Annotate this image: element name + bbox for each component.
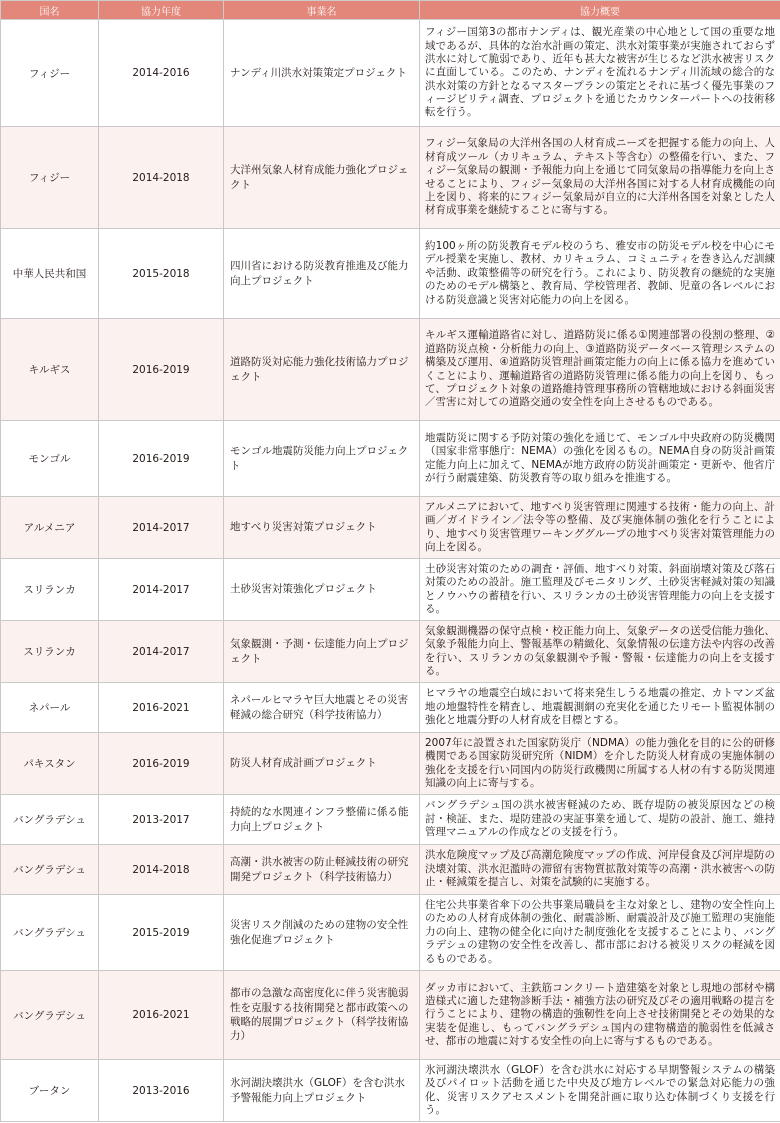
country-cell: キルギス [1, 319, 99, 421]
years-cell: 2016-2019 [99, 421, 224, 497]
header-country: 国名 [1, 1, 99, 20]
years-cell: 2014-2017 [99, 559, 224, 621]
summary-cell: ヒマラヤの地震空白域において将来発生しうる地震の推定、カトマンズ盆地の地盤特性を精査し、地震観測網の充実化を通じたリモート監視体制の強化と地震分野の人材育成を目標とする。 [420, 683, 780, 733]
country-cell: バングラデシュ [1, 845, 99, 895]
country-cell: ネパール [1, 683, 99, 733]
table-body [1, 20, 780, 1122]
project-cell: ナンディ川洪水対策策定プロジェクト [224, 20, 420, 127]
table-row [1, 845, 780, 895]
summary-cell: 地震防災に関する予防対策の強化を通じて、モンゴル中央政府の防災機関（国家非常事態庁：NEMA）の強化を図るもの。NEMA自身の防災計画策定能力向上に加えて、NEMAが地方政府の防災計画策定・更新や、他省庁が行う耐震建築、防災教育等の取り組みを推進する。 [420, 421, 780, 497]
table-row [1, 795, 780, 845]
country-cell: ブータン [1, 1060, 99, 1122]
project-cell: 道路防災対応能力強化技術協力プロジェクト [224, 319, 420, 421]
table-row [1, 20, 780, 127]
summary-cell: バングラデシュ国の洪水被害軽減のため、既存堤防の被災原因などの検討・検証、また、堤防建設の実証事業を通して、堤防の設計、施工、維持管理マニュアルの作成などの支援を行う。 [420, 795, 780, 845]
country-cell: スリランカ [1, 621, 99, 683]
summary-cell: 氷河湖決壊洪水（GLOF）を含む洪水に対応する早期警報システムの構築及びパイロット活動を通じた中央及び地方レベルでの緊急対応能力の強化、災害リスクアセスメントを開発計画に取り込む体制づくり支援を行う。 [420, 1060, 780, 1122]
years-cell: 2016-2021 [99, 971, 224, 1060]
table-row [1, 895, 780, 971]
table-row [1, 229, 780, 319]
summary-cell: フィジー気象局の大洋州各国の人材育成ニーズを把握する能力の向上、人材育成ツール（カリキュラム、テキスト等含む）の整備を行い、また、フィジー気象局の観測・予報能力向上を通じて同気象局の指導能力を向上させることにより、フィジー気象局の大洋州各国に対する人材育成機能の向上を図り、将来的にフィジー気象局が自立的に大洋州各国を対象とした人材育成事業を継続することに寄与する。 [420, 127, 780, 229]
country-cell: バングラデシュ [1, 795, 99, 845]
years-cell: 2014-2017 [99, 621, 224, 683]
country-cell: バングラデシュ [1, 895, 99, 971]
summary-cell: 住宅公共事業省傘下の公共事業局職員を主な対象とし、建物の安全性向上のための人材育成体制の強化、耐震診断、耐震設計及び施工監理の実施能力の向上、建物の健全化に向けた制度強化を支援することにより、バングラデシュの建物の安全性を改善し、都市部における被災リスクの軽減を図るものである。 [420, 895, 780, 971]
table-row [1, 621, 780, 683]
years-cell: 2015-2019 [99, 895, 224, 971]
table-row [1, 497, 780, 559]
project-cell: 持続的な水関連インフラ整備に係る能力向上プロジェクト [224, 795, 420, 845]
years-cell: 2014-2018 [99, 845, 224, 895]
summary-cell: 洪水危険度マップ及び高潮危険度マップの作成、河岸侵食及び河岸堤防の決壊対策、洪水氾濫時の滞留有害物質拡散対策等の高潮・洪水被害への防止・軽減策を提言し、対策を試験的に実施する。 [420, 845, 780, 895]
project-cell: 大洋州気象人材育成能力強化プロジェクト [224, 127, 420, 229]
country-cell: バングラデシュ [1, 971, 99, 1060]
country-cell: 中華人民共和国 [1, 229, 99, 319]
project-cell: 気象観測・予測・伝達能力向上プロジェクト [224, 621, 420, 683]
header-summary: 協力概要 [420, 1, 780, 20]
table-row [1, 733, 780, 795]
years-cell: 2015-2018 [99, 229, 224, 319]
header-years: 協力年度 [99, 1, 224, 20]
table-row [1, 1060, 780, 1122]
table-row [1, 971, 780, 1060]
country-cell: アルメニア [1, 497, 99, 559]
header-row [1, 1, 780, 20]
years-cell: 2014-2018 [99, 127, 224, 229]
summary-cell: アルメニアにおいて、地すべり災害管理に関連する技術・能力の向上、計画／ガイドライン／法令等の整備、及び実施体制の強化を行うことにより、地すべり災害管理ワーキンググループの地すべり災害対策管理能力の向上を図る。 [420, 497, 780, 559]
summary-cell: 約100ヶ所の防災教育モデル校のうち、雅安市の防災モデル校を中心にモデル授業を実施し、教材、カリキュラム、コミュニティを巻き込んだ訓練や活動、政策整備等の研究を行う。これにより、防災教育の継続的な実施のためのモデル構築と、教育局、学校管理者、教師、児童の各レベルにおける防災意識と災害対応能力の向上を図る。 [420, 229, 780, 319]
table-row [1, 559, 780, 621]
project-cell: 都市の急激な高密度化に伴う災害脆弱性を克服する技術開発と都市政策への戦略的展開プロジェクト（科学技術協力） [224, 971, 420, 1060]
country-cell: フィジー [1, 20, 99, 127]
country-cell: モンゴル [1, 421, 99, 497]
project-cell: モンゴル地震防災能力向上プロジェクト [224, 421, 420, 497]
project-cell: 地すべり災害対策プロジェクト [224, 497, 420, 559]
project-cell: 氷河湖決壊洪水（GLOF）を含む洪水予警報能力向上プロジェクト [224, 1060, 420, 1122]
summary-cell: キルギス運輸道路省に対し、道路防災に係る①関連部署の役割の整理、②道路防災点検・分析能力の向上、③道路防災データベース管理システムの構築及び運用、④道路防災管理計画策定能力の向上に係る協力を進めていくことにより、運輸道路省の道路防災管理に係る能力の向上を図り、もって、プロジェクト対象の道路維持管理事務所の管轄地域における斜面災害／雪害に対しての道路交通の安全性を向上させるものである。 [420, 319, 780, 421]
table-row [1, 421, 780, 497]
years-cell: 2013-2016 [99, 1060, 224, 1122]
summary-cell: 2007年に設置された国家防災庁（NDMA）の能力強化を目的に公的研修機関である国家防災研究所（NIDM）を介した防災人材育成の実施体制の強化を支援を行い同国内の防災行政機関に所属する人材の有する防災関連知識の向上に寄与する。 [420, 733, 780, 795]
project-cell: 防災人材育成計画プロジェクト [224, 733, 420, 795]
years-cell: 2016-2021 [99, 683, 224, 733]
summary-cell: 気象観測機器の保守点検・校正能力向上、気象データの送受信能力強化、気象予報能力向上、警報基準の精緻化、気象情報の伝達方法や内容の改善を行い、スリランカの気象観測や予報・警報・伝達能力の向上を支援する。 [420, 621, 780, 683]
table-row [1, 127, 780, 229]
table-header [1, 1, 780, 20]
years-cell: 2014-2016 [99, 20, 224, 127]
years-cell: 2014-2017 [99, 497, 224, 559]
header-project: 事業名 [224, 1, 420, 20]
years-cell: 2016-2019 [99, 319, 224, 421]
project-cell: ネパールヒマラヤ巨大地震とその災害軽減の総合研究（科学技術協力） [224, 683, 420, 733]
table-row [1, 683, 780, 733]
project-cell: 土砂災害対策強化プロジェクト [224, 559, 420, 621]
summary-cell: ダッカ市において、主鉄筋コンクリート造建築を対象とし現地の部材や構造様式に適した建物診断手法・補強方法の研究及びその適用戦略の提言を行うことにより、建物の構造的強靭性を向上させ技術開発とその効果的な実装を促進し、もってバングラデシュ国内の建物構造的脆弱性を低減させ、都市の地震に対する安全性の向上に寄与するものである。 [420, 971, 780, 1060]
country-cell: パキスタン [1, 733, 99, 795]
table-row [1, 319, 780, 421]
years-cell: 2016-2019 [99, 733, 224, 795]
country-cell: スリランカ [1, 559, 99, 621]
summary-cell: フィジー国第3の都市ナンディは、観光産業の中心地として国の重要な地域であるが、具体的な治水計画の策定、洪水対策事業が実施されておらず洪水に対して脆弱であり、近年も甚大な被害が生じるなど洪水被害リスクに直面している。このため、ナンディを流れるナンディ川流域の総合的な洪水対策の方針となるマスタープランの策定とそれに基づく優先事業のフィージビリティ調査、プロジェクトを通じたカウンターパートへの技術移転を行う。 [420, 20, 780, 127]
years-cell: 2013-2017 [99, 795, 224, 845]
project-cell: 高潮・洪水被害の防止軽減技術の研究開発プロジェクト（科学技術協力） [224, 845, 420, 895]
project-cell: 四川省における防災教育推進及び能力向上プロジェクト [224, 229, 420, 319]
country-cell: フィジー [1, 127, 99, 229]
project-cell: 災害リスク削減のための建物の安全性強化促進プロジェクト [224, 895, 420, 971]
summary-cell: 土砂災害対策のための調査・評価、地すべり対策、斜面崩壊対策及び落石対策のための設計。施工監理及びモニタリング、土砂災害軽減対策の知識とノウハウの蓄積を行い、スリランカの土砂災害管理能力の向上を支援する。 [420, 559, 780, 621]
